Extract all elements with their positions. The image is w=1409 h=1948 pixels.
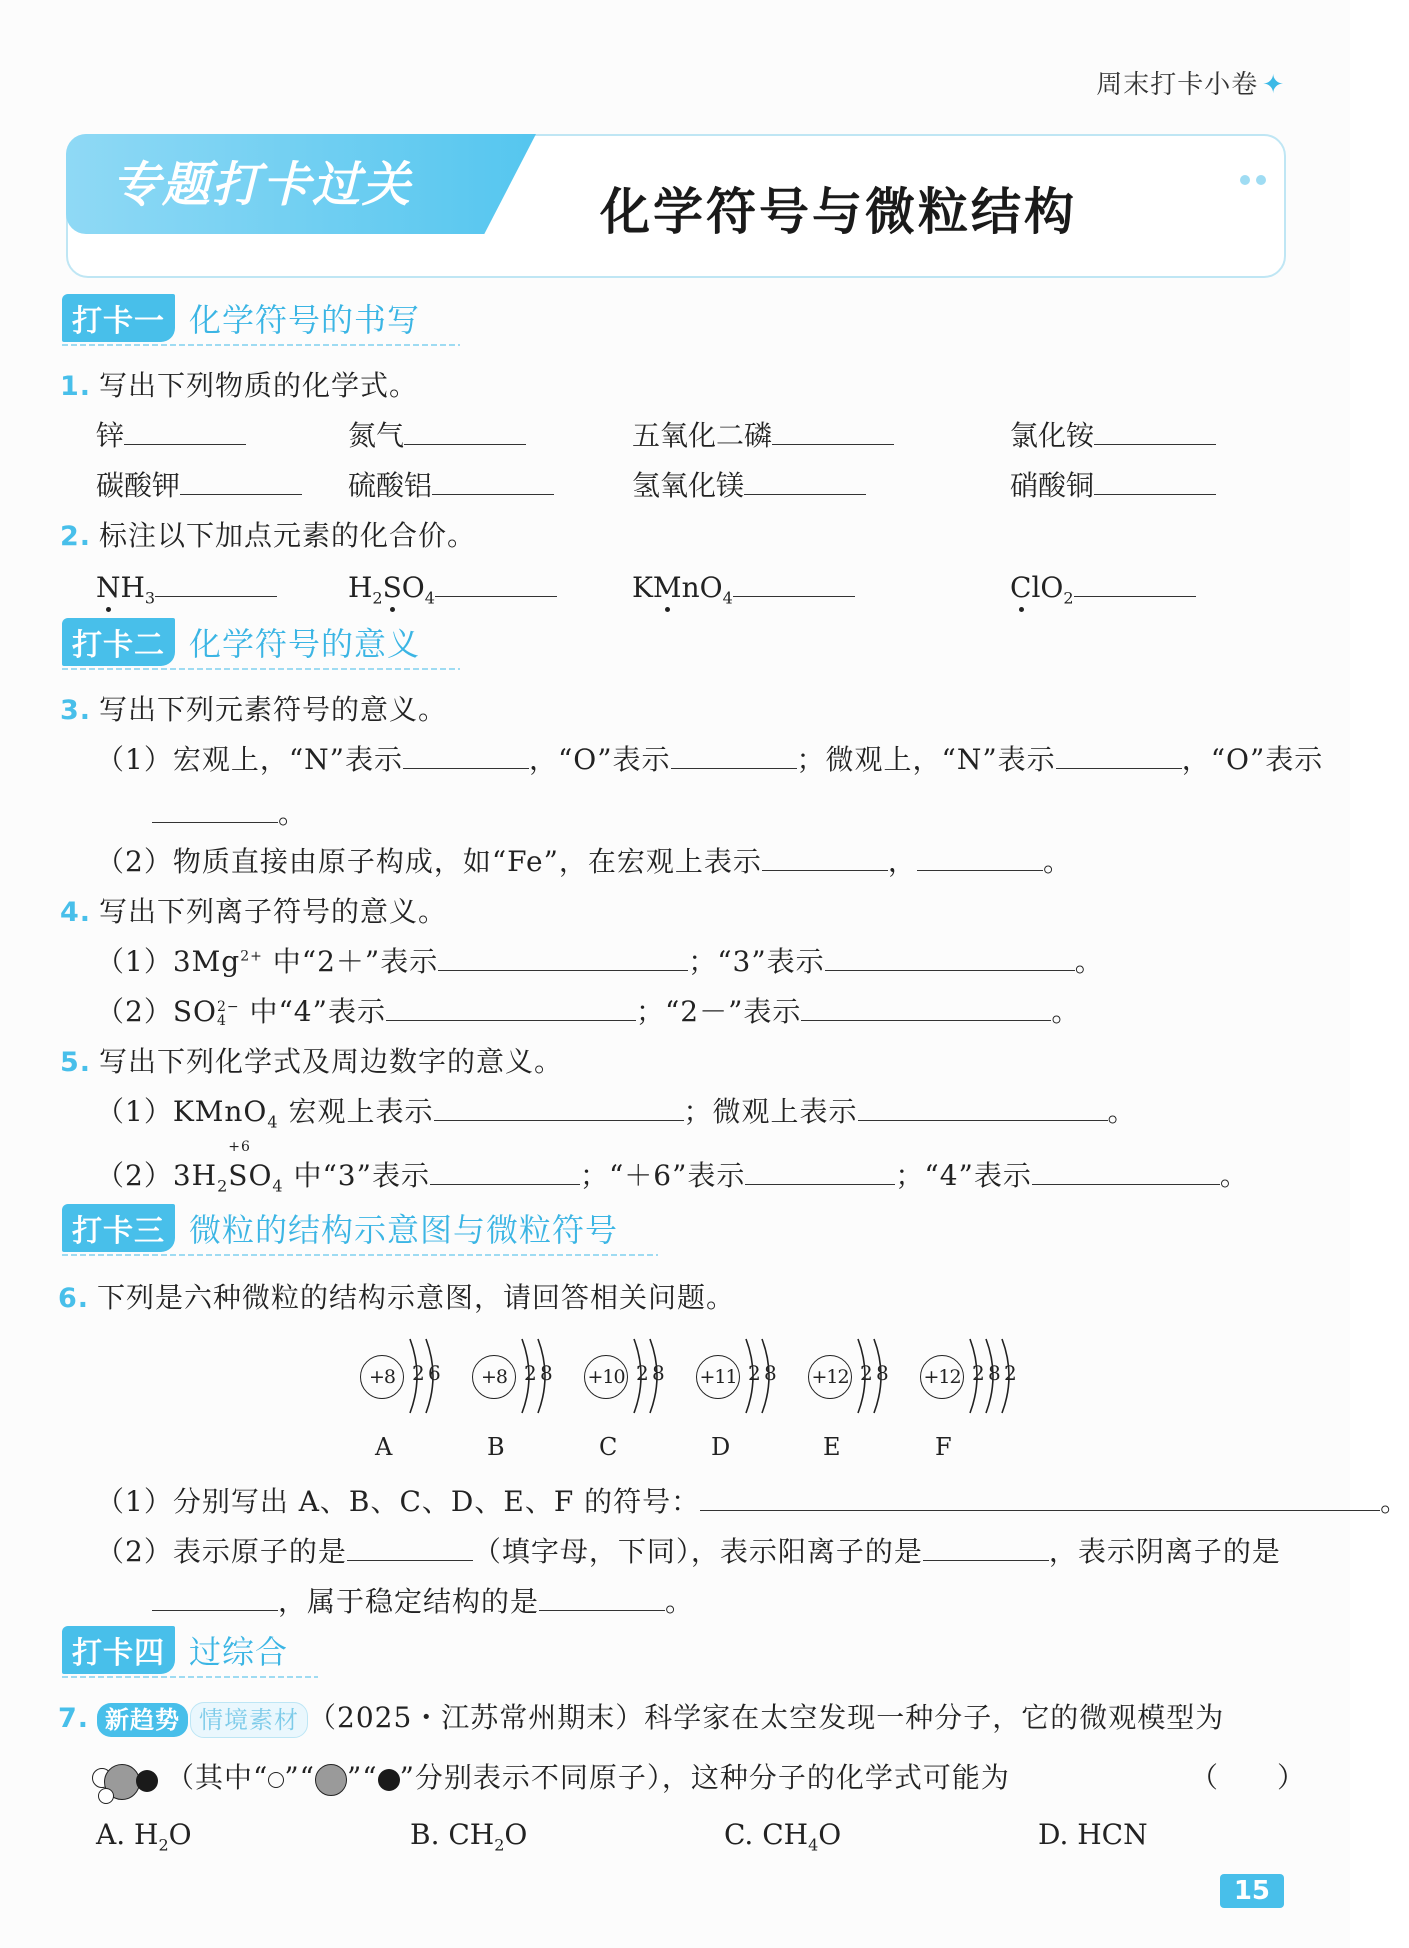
small-white-atom-icon	[268, 1772, 284, 1788]
nucleus-label: +12	[920, 1355, 964, 1399]
shell-electron-count: 2	[636, 1361, 649, 1385]
shell-electron-count: 8	[652, 1361, 665, 1385]
diagram-label: C	[599, 1433, 618, 1461]
shell-electron-count: 2	[1004, 1361, 1017, 1385]
black-atom-icon	[378, 1769, 400, 1791]
question-7: 7. 新趋势 情境素材 （2025・江苏常州期末）科学家在太空发现一种分子，它的微观模型为	[58, 1696, 1224, 1738]
shell-electron-count: 6	[428, 1361, 441, 1385]
page-title: 化学符号与微粒结构	[600, 182, 1077, 241]
answer-blank[interactable]	[772, 414, 894, 445]
trend-tag: 新趋势	[97, 1703, 188, 1737]
atom-diagram-B	[462, 1325, 562, 1465]
answer-blank[interactable]	[923, 1530, 1049, 1561]
question-3: 3. 写出下列元素符号的意义。	[60, 693, 448, 726]
answer-blank[interactable]	[1074, 566, 1196, 597]
shell-electron-count: 2	[412, 1361, 425, 1385]
nucleus-label: +8	[360, 1355, 404, 1399]
electron-shells	[350, 1325, 460, 1429]
q2-item-clo2: ClO$_2$	[1010, 566, 1196, 608]
atom-diagram-F	[910, 1325, 1017, 1465]
q2-item-h2so4: $H_2SO_4$	[348, 566, 557, 608]
nucleus-label: +8	[472, 1355, 516, 1399]
answer-blank[interactable]	[434, 1090, 684, 1121]
question-1: 1. 写出下列物质的化学式。	[60, 369, 419, 402]
shell-electron-count: 2	[524, 1361, 537, 1385]
atom-diagram-D	[686, 1325, 786, 1465]
sparkle-icon: ✦	[1262, 70, 1285, 100]
answer-blank[interactable]	[180, 464, 302, 495]
answer-blank[interactable]	[347, 1530, 473, 1561]
shell-electron-count: 8	[876, 1361, 889, 1385]
q6-part1: （1）分别写出 A、B、C、D、E、F 的符号： 。	[96, 1480, 1409, 1520]
answer-blank[interactable]	[762, 840, 888, 871]
corner-label: 周末打卡小卷 ✦	[1096, 70, 1285, 100]
page-number: 15	[1220, 1874, 1284, 1908]
section-title: 化学符号的书写	[189, 301, 421, 339]
electron-shells	[798, 1325, 908, 1429]
answer-blank[interactable]	[745, 1154, 895, 1185]
section-title: 化学符号的意义	[189, 625, 421, 663]
answer-blank[interactable]	[124, 414, 246, 445]
electron-shells	[686, 1325, 796, 1429]
gray-atom-icon	[315, 1764, 347, 1796]
diagram-label: D	[711, 1433, 731, 1461]
answer-blank[interactable]	[700, 1480, 1380, 1511]
answer-blank[interactable]	[438, 940, 688, 971]
section-head-3	[62, 1206, 618, 1250]
q6-part2-cont: ，属于稳定结构的是 。	[152, 1580, 694, 1620]
section-badge: 打卡一	[62, 294, 175, 342]
shell-electron-count: 2	[860, 1361, 873, 1385]
answer-blank[interactable]	[430, 1154, 580, 1185]
diagram-label: B	[487, 1433, 505, 1461]
shell-electron-count: 8	[540, 1361, 553, 1385]
answer-blank[interactable]	[1094, 414, 1216, 445]
answer-blank[interactable]	[671, 738, 797, 769]
atom-diagrams	[350, 1325, 1050, 1465]
answer-blank[interactable]	[403, 738, 529, 769]
nucleus-label: +11	[696, 1355, 740, 1399]
section-head-2	[62, 620, 420, 664]
q3-part2: （2）物质直接由原子构成，如“Fe”，在宏观上表示 ， 。	[96, 840, 1072, 880]
electron-shells	[574, 1325, 684, 1429]
diagram-label: E	[823, 1433, 841, 1461]
answer-blank[interactable]	[733, 566, 855, 597]
section-badge: 打卡三	[62, 1204, 175, 1252]
q5-part1: （1）KMnO$_4$ 宏观上表示 ；微观上表示 。	[96, 1090, 1137, 1132]
q1-item: 锌	[96, 414, 246, 454]
answer-blank[interactable]	[539, 1580, 665, 1611]
answer-blank[interactable]	[825, 940, 1075, 971]
answer-blank[interactable]	[404, 414, 526, 445]
diagram-label: F	[935, 1433, 952, 1461]
question-2: 2. 标注以下加点元素的化合价。	[60, 519, 477, 552]
option-a[interactable]: A. $H_2O$	[96, 1818, 192, 1855]
option-d[interactable]: D. HCN	[1038, 1818, 1148, 1851]
q4-part2: （2）SO 2− 4 中“4”表示 ；“2－”表示 。	[96, 990, 1080, 1030]
shell-electron-count: 8	[988, 1361, 1001, 1385]
q7-line2: （其中“ ”“ ”“ ”分别表示不同原子），这种分子的化学式可能为	[92, 1756, 1010, 1800]
answer-blank[interactable]	[1056, 738, 1182, 769]
option-b[interactable]: B. $CH_2O$	[410, 1818, 528, 1855]
context-tag: 情境素材	[190, 1702, 308, 1738]
answer-blank[interactable]	[152, 792, 278, 823]
atom-diagram-A	[350, 1325, 450, 1465]
decor-dots	[1234, 170, 1266, 189]
q6-part2: （2）表示原子的是 （填字母，下同），表示阳离子的是 ，表示阴离子的是	[96, 1530, 1281, 1570]
molecule-model-icon	[92, 1760, 166, 1800]
question-5: 5. 写出下列化学式及周边数字的意义。	[60, 1045, 564, 1078]
answer-blank[interactable]	[432, 464, 554, 495]
q4-part1: $(1)3Mg^{2+}$ 中“2＋”表示 ；“3”表示 。	[96, 940, 1104, 980]
shell-electron-count: 2	[748, 1361, 761, 1385]
answer-blank[interactable]	[1032, 1154, 1220, 1185]
section-head-4	[62, 1628, 288, 1672]
q1-item: 氮气	[348, 414, 526, 454]
atom-diagram-E	[798, 1325, 898, 1465]
section-head-1	[62, 296, 420, 340]
nucleus-label: +10	[584, 1355, 628, 1399]
shell-electron-count: 8	[764, 1361, 777, 1385]
q2-item-kmno4: KMnO$_4$	[632, 566, 855, 608]
answer-blank[interactable]	[152, 1580, 278, 1611]
title-tab-text: 专题打卡过关	[112, 157, 413, 213]
q1-item: 五氧化二磷	[632, 414, 894, 454]
option-c[interactable]: C. $CH_4O$	[724, 1818, 842, 1855]
answer-blank[interactable]	[858, 1090, 1108, 1121]
q3-part1-cont: 。	[152, 792, 307, 832]
q2-item-nh3: $NH_3$	[96, 566, 277, 608]
answer-blank[interactable]	[744, 464, 866, 495]
answer-blank[interactable]	[155, 566, 277, 597]
shell-electron-count: 2	[972, 1361, 985, 1385]
q3-part1: （1）宏观上，“N”表示 ，“O”表示 ；微观上，“N”表示 ，“O”表示	[96, 738, 1323, 778]
q1-item: 氯化铵	[1010, 414, 1216, 454]
diagram-label: A	[375, 1433, 393, 1461]
question-6: 6. 下列是六种微粒的结构示意图，请回答相关问题。	[58, 1281, 736, 1314]
section-title: 微粒的结构示意图与微粒符号	[189, 1211, 619, 1249]
answer-blank[interactable]	[435, 566, 557, 597]
q1-item: 氢氧化镁	[632, 464, 866, 504]
section-title: 过综合	[189, 1633, 289, 1671]
electron-shells	[462, 1325, 572, 1429]
q1-item: 硝酸铜	[1010, 464, 1216, 504]
q5-part2: $(2)3H_2S$ +6 $O_4$ 中“3”表示 ；“＋6”表示 ；“4”表示 。	[96, 1139, 1249, 1196]
answer-blank[interactable]	[386, 990, 636, 1021]
answer-blank[interactable]	[1094, 464, 1216, 495]
atom-diagram-C	[574, 1325, 674, 1465]
nucleus-label: +12	[808, 1355, 852, 1399]
answer-blank[interactable]	[917, 840, 1043, 871]
section-badge: 打卡四	[62, 1626, 175, 1674]
q1-item: 碳酸钾	[96, 464, 302, 504]
question-4: 4. 写出下列离子符号的意义。	[60, 895, 448, 928]
answer-paren[interactable]: （ ）	[1190, 1761, 1307, 1794]
section-badge: 打卡二	[62, 618, 175, 666]
q1-item: 硫酸铝	[348, 464, 554, 504]
answer-blank[interactable]	[801, 990, 1051, 1021]
